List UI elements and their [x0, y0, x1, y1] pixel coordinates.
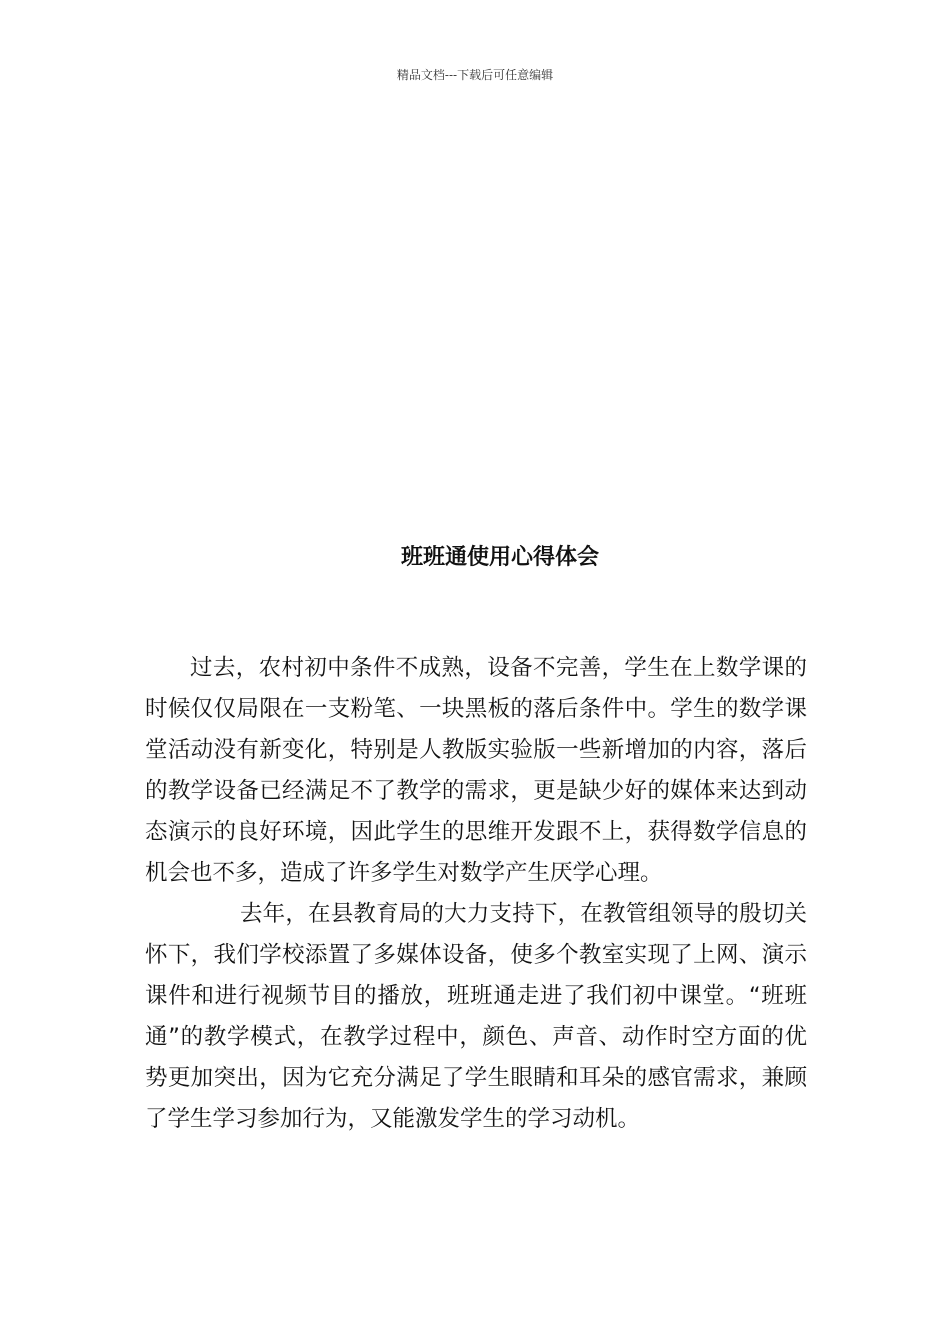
paragraph-2: 去年，在县教育局的大力支持下，在教管组领导的殷切关怀下，我们学校添置了多媒体设备，使多个教室实现了上网、演示课件和进行视频节目的播放，班班通走进了我们初中课堂。“班班通”的教学模式，在教学过程中，颜色、声音、动作时空方面的优势更加突出，因为它充分满足了学生眼睛和耳朵的感官需求，兼顾了学生学习参加行为，又能激发学生的学习动机。: [145, 901, 807, 1132]
document-body: [145, 648, 807, 1140]
page-header: 精品文档---下载后可任意编辑: [396, 68, 554, 82]
paragraph-1: 过去，农村初中条件不成熟，设备不完善，学生在上数学课的时候仅仅局限在一支粉笔、一块黑板的落后条件中。学生的数学课堂活动没有新变化，特别是人教版实验版一些新增加的内容，落后的教学设备已经满足不了教学的需求，更是缺少好的媒体来达到动态演示的良好环境，因此学生的思维开发跟不上，获得数学信息的机会也不多，造成了许多学生对数学产生厌学心理。: [145, 655, 807, 886]
document-title: 班班通使用心得体会: [400, 545, 599, 570]
